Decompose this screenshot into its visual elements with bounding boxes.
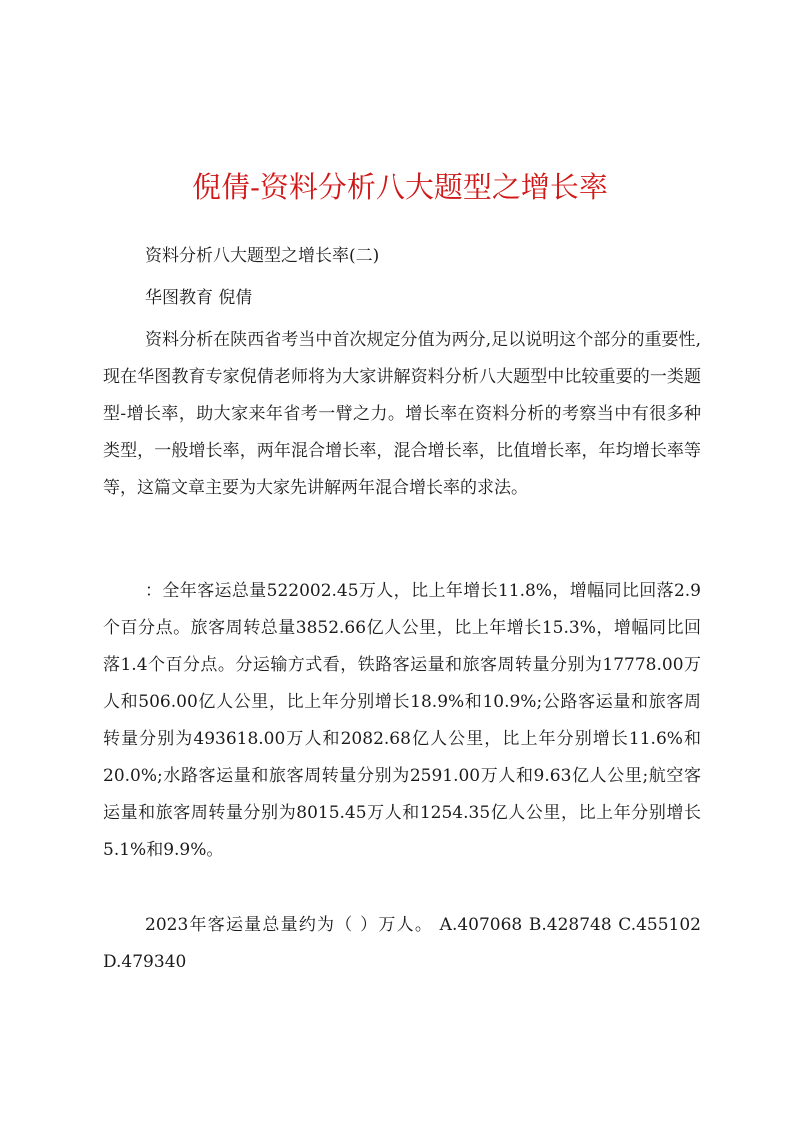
question-paragraph: 2023年客运量总量约为（ ）万人。 A.407068 B.428748 C.455102 D.479340 bbox=[103, 915, 701, 972]
intro-paragraph: 资料分析在陕西省考当中首次规定分值为两分,足以说明这个部分的重要性,现在华图教育专家倪倩老师将为大家讲解资料分析八大题型中比较重要的一类题型-增长率，助大家来年省考一臂之力。增长率在资料分析的考察当中有很多种类型，一般增长率，两年混合增长率，混合增长率，比值增长率，年均增长率等等，这篇文章主要为大家先讲解两年混合增长率的求法。 bbox=[103, 330, 701, 498]
document-subtitle: 资料分析八大题型之增长率(二) bbox=[145, 246, 380, 266]
author-line: 华图教育 倪倩 bbox=[145, 288, 253, 308]
data-paragraph: ：全年客运总量522002.45万人，比上年增长11.8%，增幅同比回落2.9个百分点。旅客周转总量3852.66亿人公里，比上年增长15.3%，增幅同比回落1.4个百分点。分运输方式看，铁路客运量和旅客周转量分别为17778.00万人和506.00亿人公里，比上年分别增长18.9%和10.9%;公路客运量和旅客周转量分别为493618.00万人和2082.68亿人公里，比上年分别增长11.6%和20.0%;水路客运量和旅客周转量分别为2591.00万人和9.63亿人公里;航空客运量和旅客周转量分别为8015.45万人和1254.35亿人公里，比上年分别增长5.1%和9.9%。 bbox=[103, 581, 701, 860]
document-title: 倪倩-资料分析八大题型之增长率 bbox=[192, 170, 608, 204]
